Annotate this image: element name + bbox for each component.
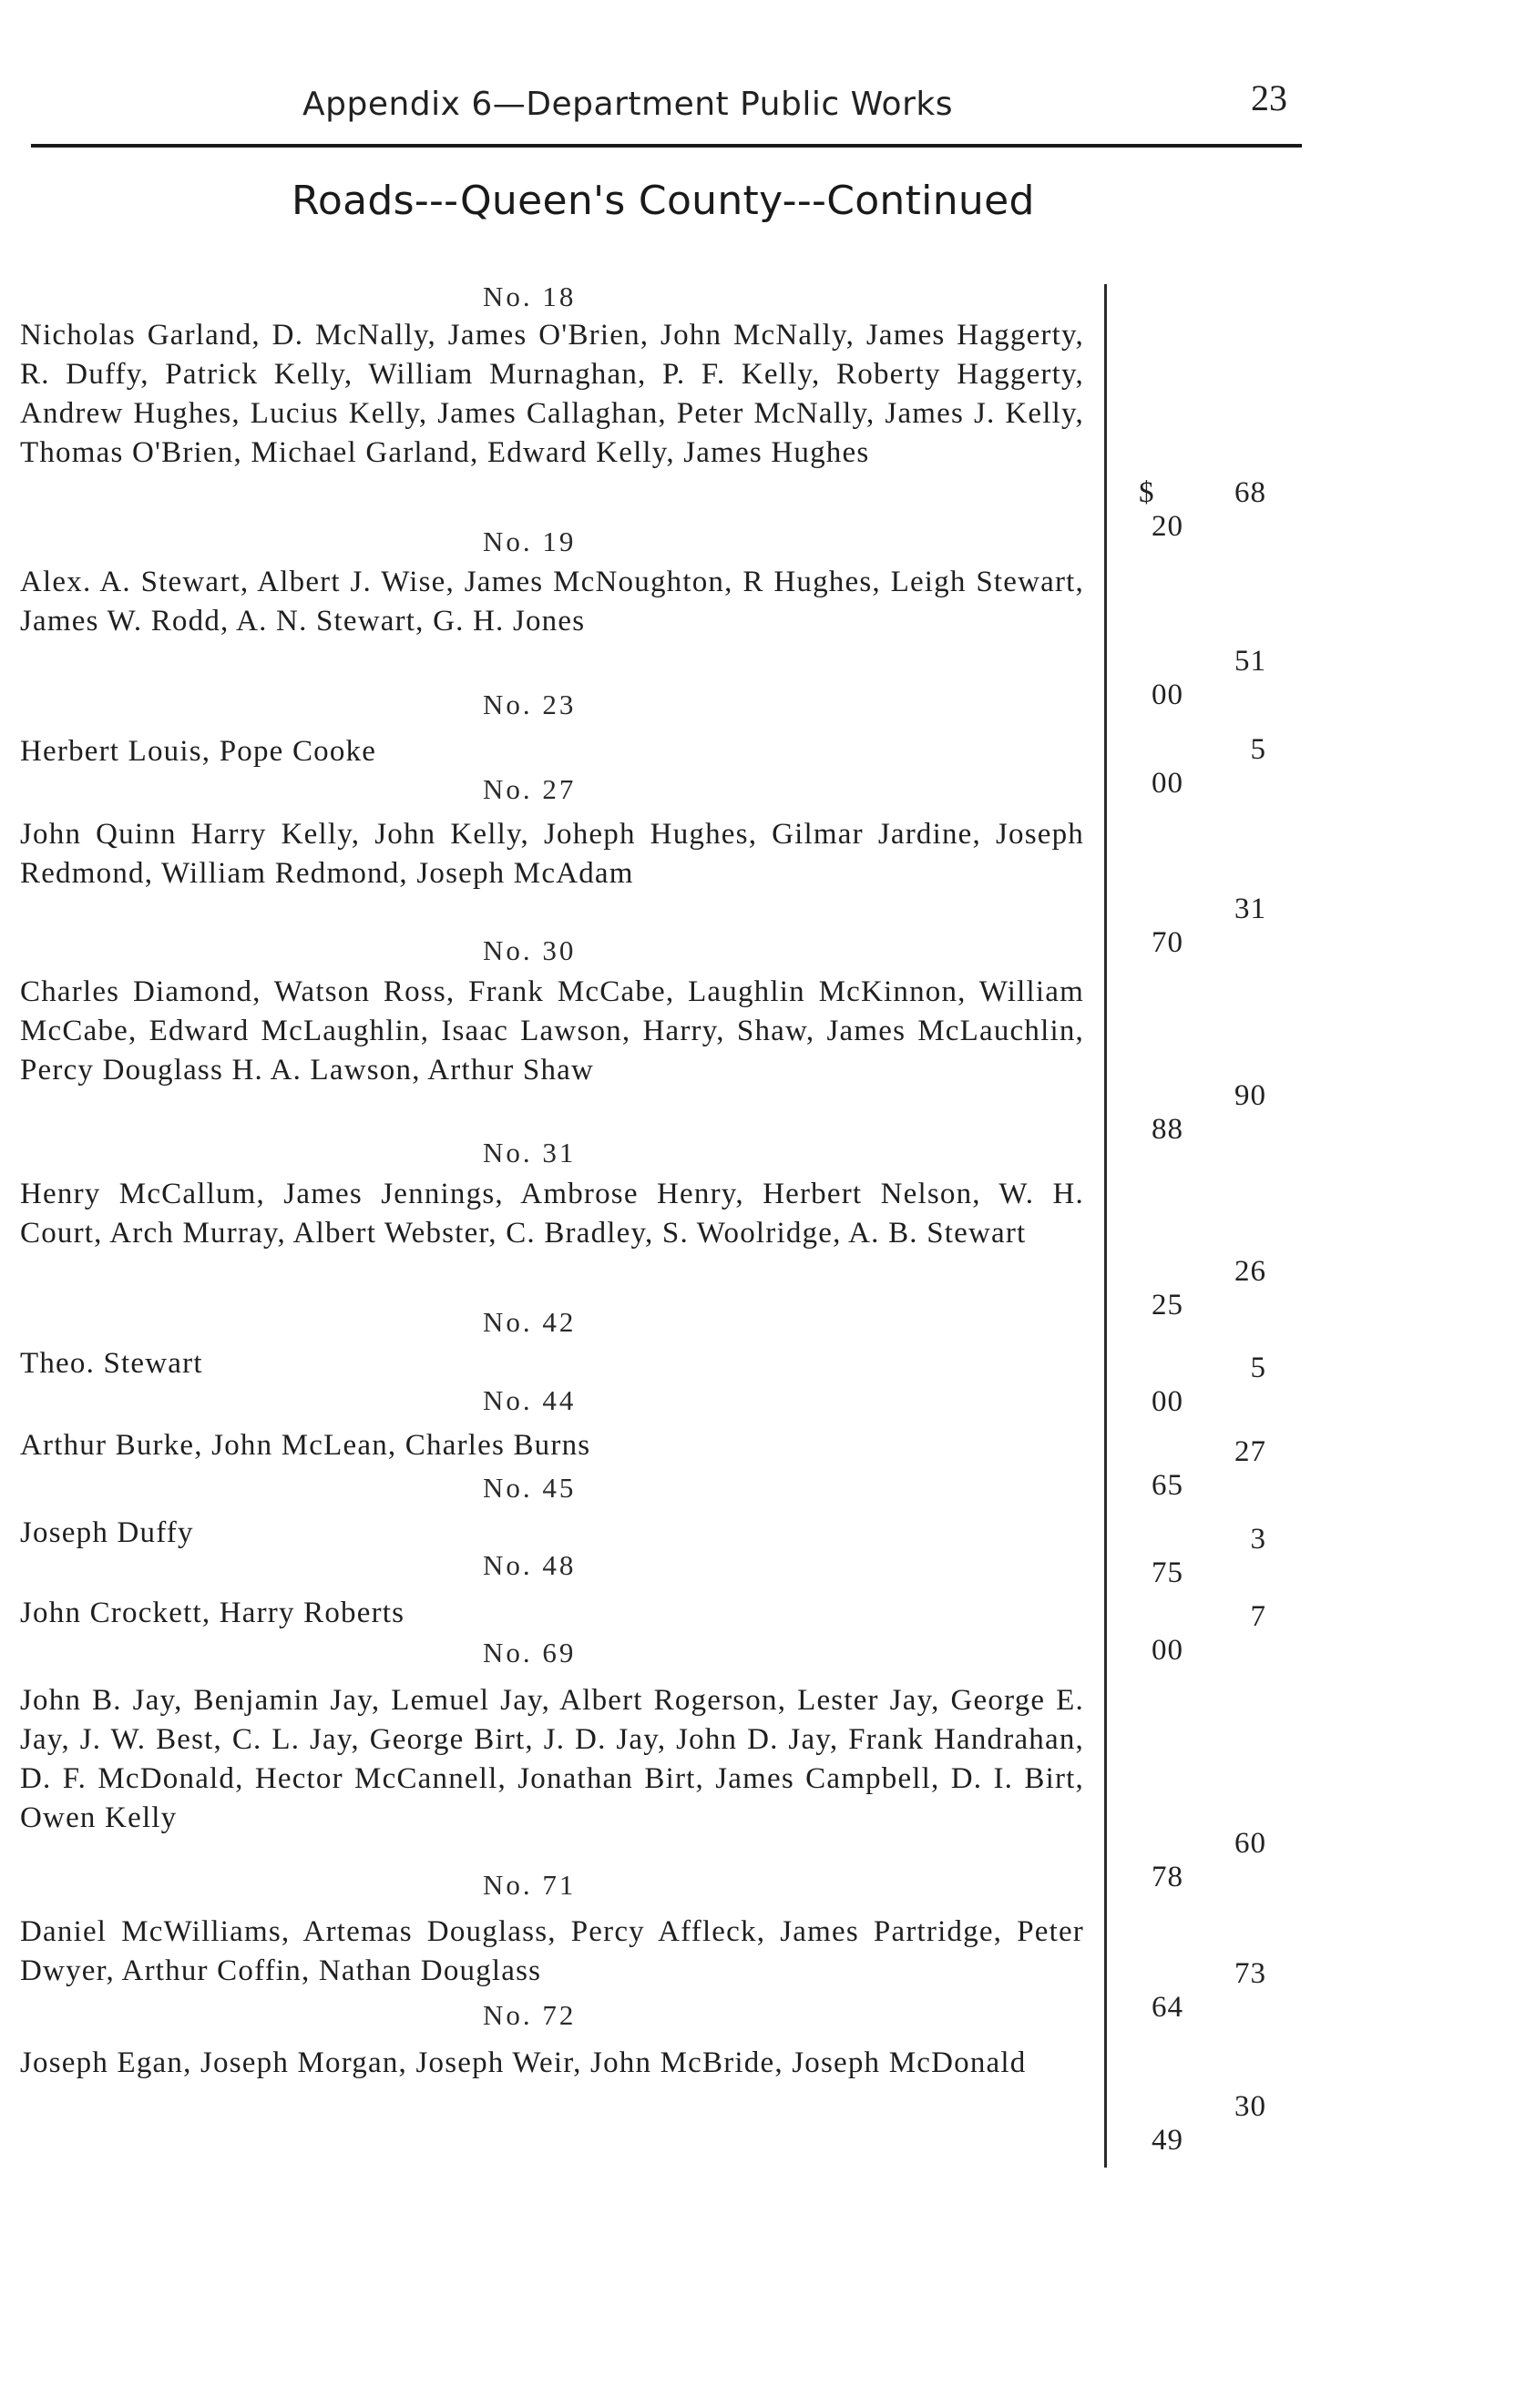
road-amount bbox=[1139, 733, 1312, 801]
road-amount bbox=[1139, 1435, 1312, 1503]
road-amount bbox=[1139, 645, 1312, 712]
road-number: No. 45 bbox=[483, 1472, 577, 1504]
road-amount bbox=[1139, 1957, 1312, 2025]
road-workers-list: Nicholas Garland, D. McNally, James O'Brien, John McNally, James Haggerty, R. Duffy, Patrick Kelly, William Murnaghan, P. F. Kelly, Roberty Haggerty, Andrew Hughes, Lucius Kelly, James Callaghan, Peter McNally, James J. Kelly, Thomas O'Brien, Michael Garland, Edward Kelly, James Hughes bbox=[20, 319, 1084, 469]
road-workers-list: Henry McCallum, James Jennings, Ambrose Henry, Herbert Nelson, W. H. Court, Arch Murray, Albert Webster, C. Bradley, S. Woolridge, A. B. Stewart bbox=[20, 1178, 1084, 1250]
road-amount bbox=[1139, 1827, 1312, 1894]
road-workers-list: Theo. Stewart bbox=[20, 1347, 203, 1380]
amount-dollars: 73 bbox=[1234, 1957, 1266, 1990]
road-workers-list: Alex. A. Stewart, Albert J. Wise, James McNoughton, R Hughes, Leigh Stewart, James W. Rodd, A. N. Stewart, G. H. Jones bbox=[20, 566, 1084, 638]
amount-dollars: 30 bbox=[1234, 2090, 1266, 2123]
section-title: Roads---Queen's County---Continued bbox=[292, 178, 1035, 224]
amount-cents: 49 bbox=[1152, 2124, 1183, 2157]
amount-dollars: 90 bbox=[1234, 1079, 1266, 1112]
road-number: No. 72 bbox=[483, 1999, 577, 2031]
road-number: No. 42 bbox=[483, 1306, 577, 1338]
amount-cents: 78 bbox=[1152, 1861, 1183, 1893]
amount-cents: 65 bbox=[1152, 1469, 1183, 1502]
amount-dollars: 26 bbox=[1234, 1255, 1266, 1288]
road-amount bbox=[1139, 1600, 1312, 1668]
road-number: No. 31 bbox=[483, 1137, 577, 1168]
road-number: No. 19 bbox=[483, 525, 577, 557]
road-workers-list: Joseph Egan, Joseph Morgan, Joseph Weir, John McBride, Joseph McDonald bbox=[20, 2046, 1027, 2079]
amount-cents: 00 bbox=[1152, 1385, 1183, 1418]
amount-dollars: 31 bbox=[1234, 893, 1266, 925]
amount-dollars: 3 bbox=[1250, 1523, 1266, 1556]
road-amount bbox=[1139, 1255, 1312, 1322]
amount-dollars: 68 bbox=[1234, 476, 1266, 509]
road-number: No. 48 bbox=[483, 1549, 577, 1581]
road-amount bbox=[1139, 1523, 1312, 1590]
amount-dollars: 60 bbox=[1234, 1827, 1266, 1860]
amount-cents: 88 bbox=[1152, 1113, 1183, 1146]
running-header bbox=[31, 73, 1302, 128]
amount-dollars: 5 bbox=[1250, 733, 1266, 766]
road-amount bbox=[1139, 893, 1312, 960]
road-amount bbox=[1139, 2090, 1312, 2158]
amount-dollars: 7 bbox=[1250, 1600, 1266, 1633]
amount-dollars: 27 bbox=[1234, 1435, 1266, 1468]
amount-cents: 25 bbox=[1152, 1289, 1183, 1321]
road-amount bbox=[1139, 476, 1312, 544]
road-amount bbox=[1139, 1352, 1312, 1419]
amount-cents: 20 bbox=[1152, 510, 1183, 543]
road-number: No. 27 bbox=[483, 773, 577, 805]
amount-cents: 75 bbox=[1152, 1556, 1183, 1589]
road-workers-list: Daniel McWilliams, Artemas Douglass, Percy Affleck, James Partridge, Peter Dwyer, Arthur Coffin, Nathan Douglass bbox=[20, 1915, 1084, 1987]
road-workers-list: John B. Jay, Benjamin Jay, Lemuel Jay, Albert Rogerson, Lester Jay, George E. Jay, J. W. Best, C. L. Jay, George Birt, J. D. Jay, John D. Jay, Frank Handrahan, D. F. McDonald, Hector McCannell, Jonathan Birt, James Campbell, D. I. Birt, Owen Kelly bbox=[20, 1684, 1084, 1834]
amount-dollars: 51 bbox=[1234, 645, 1266, 678]
road-workers-list: Charles Diamond, Watson Ross, Frank McCabe, Laughlin McKinnon, William McCabe, Edward McLaughlin, Isaac Lawson, Harry, Shaw, James McLauchlin, Percy Douglass H. A. Lawson, Arthur Shaw bbox=[20, 975, 1084, 1087]
road-number: No. 18 bbox=[483, 281, 577, 312]
road-workers-list: John Crockett, Harry Roberts bbox=[20, 1597, 405, 1629]
road-workers-list: Herbert Louis, Pope Cooke bbox=[20, 735, 377, 768]
road-number: No. 69 bbox=[483, 1637, 577, 1668]
road-number: No. 30 bbox=[483, 934, 577, 966]
amount-dollars: 5 bbox=[1250, 1352, 1266, 1384]
header-rule bbox=[31, 144, 1302, 148]
amount-cents: 00 bbox=[1152, 679, 1183, 711]
amount-cents: 70 bbox=[1152, 926, 1183, 959]
road-workers-list: John Quinn Harry Kelly, John Kelly, Joheph Hughes, Gilmar Jardine, Joseph Redmond, William Redmond, Joseph McAdam bbox=[20, 818, 1084, 890]
amount-cents: 00 bbox=[1152, 767, 1183, 800]
amount-column-rule bbox=[1104, 284, 1107, 2168]
road-number: No. 23 bbox=[483, 689, 577, 720]
road-number: No. 44 bbox=[483, 1384, 577, 1416]
road-workers-list: Arthur Burke, John McLean, Charles Burns bbox=[20, 1429, 591, 1462]
running-title: Appendix 6—Department Public Works bbox=[302, 86, 953, 123]
amount-cents: 64 bbox=[1152, 1991, 1183, 2024]
road-number: No. 71 bbox=[483, 1869, 577, 1901]
currency-symbol: $ bbox=[1139, 476, 1155, 509]
road-workers-list: Joseph Duffy bbox=[20, 1516, 194, 1549]
road-amount bbox=[1139, 1079, 1312, 1147]
amount-cents: 00 bbox=[1152, 1634, 1183, 1667]
page-number: 23 bbox=[1251, 77, 1287, 118]
